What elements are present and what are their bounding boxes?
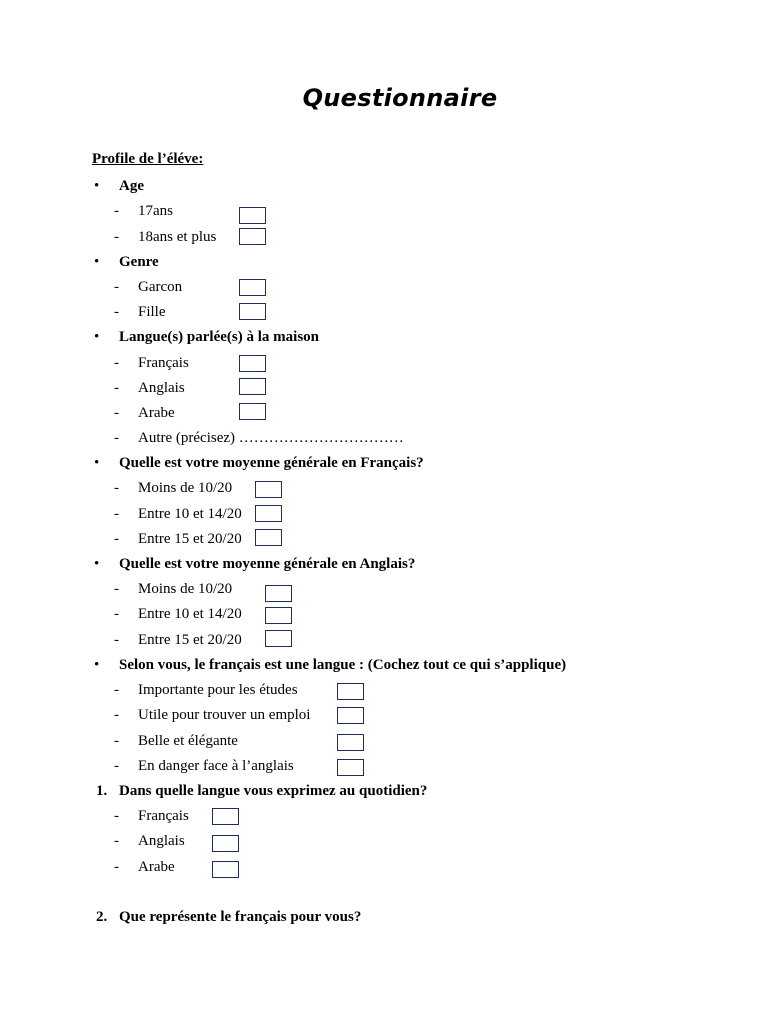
checkbox[interactable] [212,808,239,825]
checkbox[interactable] [212,861,239,878]
option-label: 18ans et plus [138,229,217,245]
bullet-marker: • [94,455,100,471]
checkbox[interactable] [265,607,292,624]
option-label: Entre 10 et 14/20 [138,606,242,622]
dash-marker: - [114,707,119,723]
dash-marker: - [114,808,119,824]
dash-marker: - [114,506,119,522]
question-selon-vous: Selon vous, le français est une langue : (Cochez tout ce qui s’applique) [119,657,567,673]
dash-marker: - [114,833,119,849]
option-label: 17ans [138,203,173,219]
checkbox[interactable] [337,734,364,751]
option-label: Fille [138,304,166,320]
dash-marker: - [114,531,119,547]
checkbox[interactable] [337,683,364,700]
option-label: Anglais [138,380,185,396]
checkbox[interactable] [255,505,282,522]
dash-marker: - [114,203,119,219]
checkbox[interactable] [337,759,364,776]
question-genre: Genre [119,254,159,270]
bullet-marker: • [94,254,100,270]
checkbox[interactable] [239,403,266,420]
dash-marker: - [114,430,119,446]
checkbox[interactable] [265,585,292,602]
question-number: 2. [96,909,108,925]
checkbox[interactable] [239,279,266,296]
page-title: Questionnaire [302,84,498,112]
section-heading: Profile de l’éléve: [92,151,204,167]
bullet-marker: • [94,657,100,673]
option-label: Anglais [138,833,185,849]
question-moyenne-francais: Quelle est votre moyenne générale en Français? [119,455,424,471]
question-langue-quotidien: Dans quelle langue vous exprimez au quotidien? [119,783,428,799]
option-label: Arabe [138,405,175,421]
option-label: Garcon [138,279,183,295]
dash-marker: - [114,279,119,295]
option-label: Entre 15 et 20/20 [138,632,242,648]
question-moyenne-anglais: Quelle est votre moyenne générale en Anglais? [119,556,416,572]
bullet-marker: • [94,178,100,194]
option-label: Utile pour trouver un emploi [138,707,311,723]
option-label: Moins de 10/20 [138,581,233,597]
dash-marker: - [114,859,119,875]
option-label: Entre 15 et 20/20 [138,531,242,547]
checkbox[interactable] [239,378,266,395]
option-label-other: Autre (précisez) …………………………… [138,430,404,446]
question-age: Age [119,178,144,194]
dash-marker: - [114,606,119,622]
dash-marker: - [114,480,119,496]
bullet-marker: • [94,329,100,345]
bullet-marker: • [94,556,100,572]
option-label: Moins de 10/20 [138,480,233,496]
dash-marker: - [114,758,119,774]
checkbox[interactable] [265,630,292,647]
option-label: Importante pour les études [138,682,298,698]
option-label: Français [138,808,189,824]
option-label: En danger face à l’anglais [138,758,294,774]
dash-marker: - [114,632,119,648]
dash-marker: - [114,581,119,597]
checkbox[interactable] [255,481,282,498]
option-label: Français [138,355,189,371]
option-label: Belle et élégante [138,733,238,749]
question-langues: Langue(s) parlée(s) à la maison [119,329,319,345]
question-represente-francais: Que représente le français pour vous? [119,909,362,925]
checkbox[interactable] [239,207,266,224]
dash-marker: - [114,380,119,396]
dash-marker: - [114,682,119,698]
dash-marker: - [114,355,119,371]
checkbox[interactable] [239,303,266,320]
checkbox[interactable] [255,529,282,546]
checkbox[interactable] [239,228,266,245]
checkbox[interactable] [239,355,266,372]
checkbox[interactable] [212,835,239,852]
dash-marker: - [114,733,119,749]
question-number: 1. [96,783,108,799]
option-label: Entre 10 et 14/20 [138,506,242,522]
dash-marker: - [114,304,119,320]
option-label: Arabe [138,859,175,875]
dash-marker: - [114,229,119,245]
checkbox[interactable] [337,707,364,724]
dash-marker: - [114,405,119,421]
